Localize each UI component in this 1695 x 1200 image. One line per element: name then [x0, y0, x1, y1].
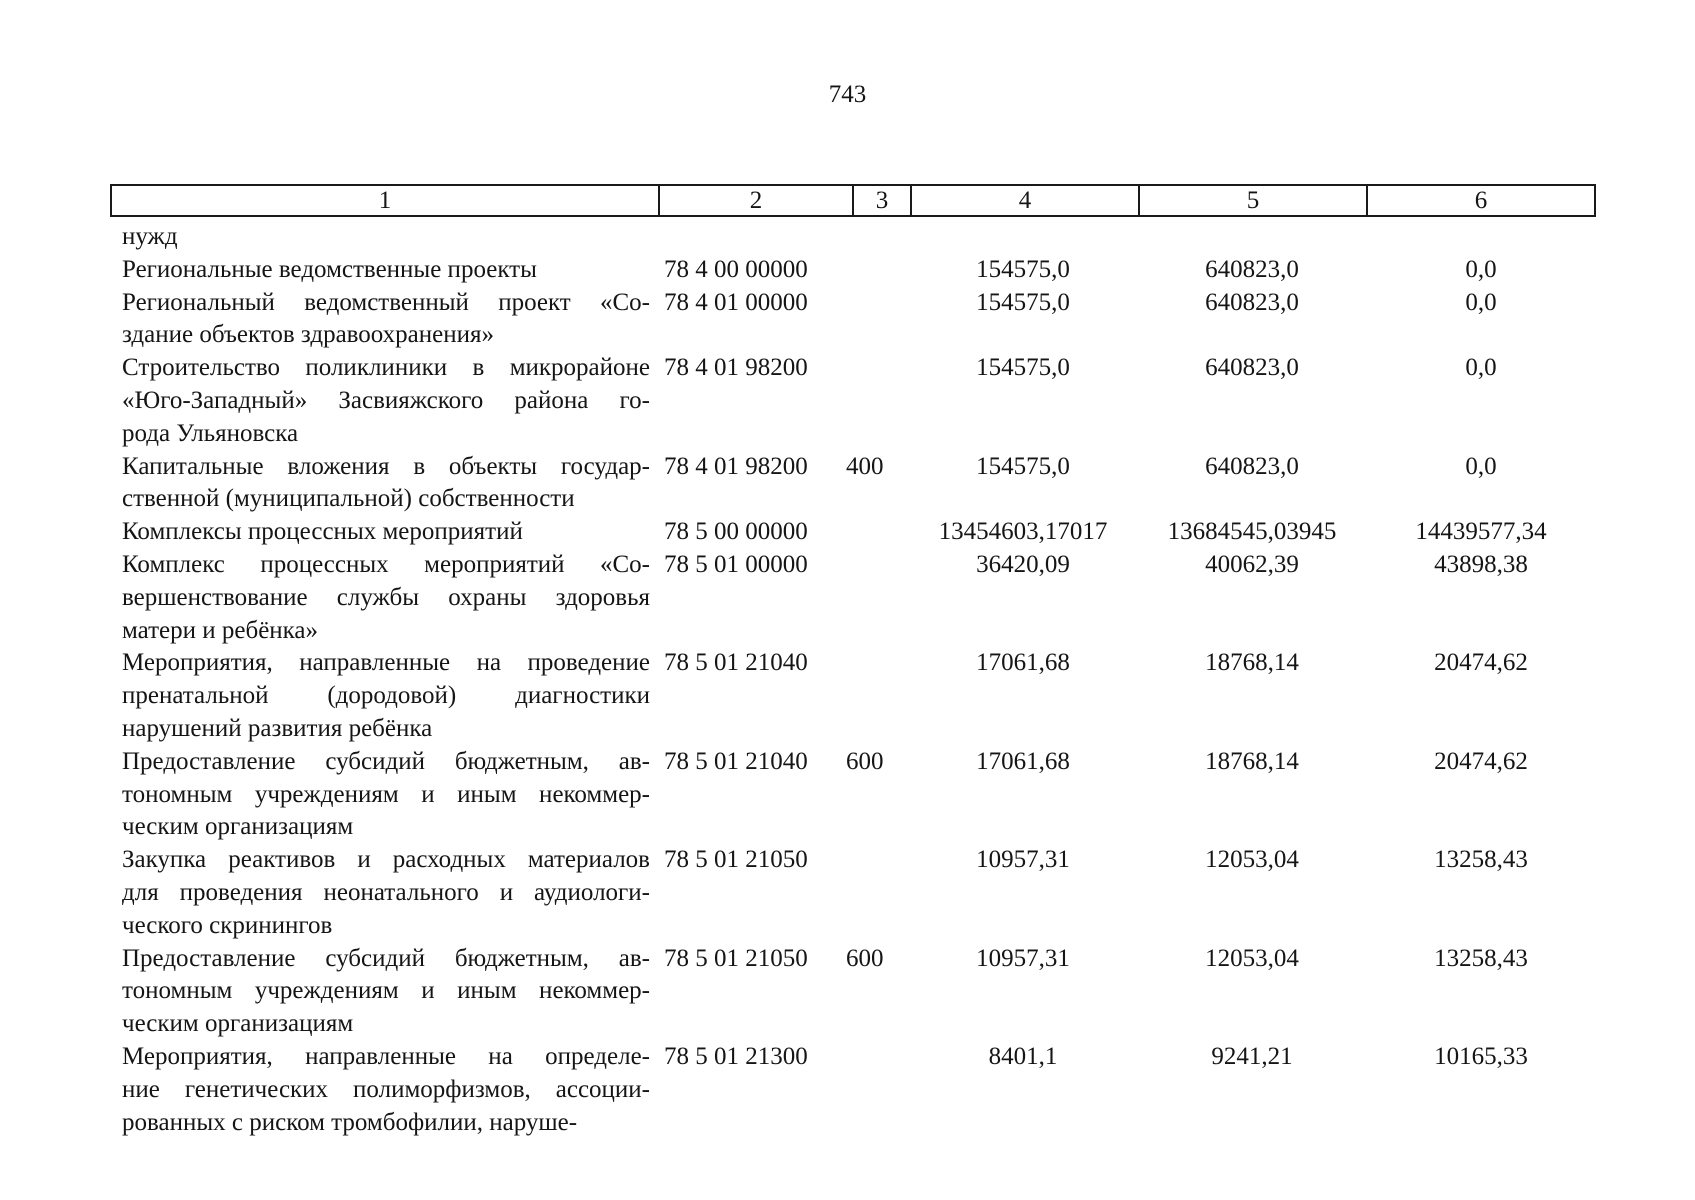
- row-name-line: Региональный ведомственный проект «Со-: [122, 288, 650, 316]
- row-name-cell: [110, 254, 650, 287]
- row-value-col4: 10957,31: [976, 944, 1070, 972]
- row-value-col4: 17061,68: [976, 747, 1070, 775]
- row-value-col4: 17061,68: [976, 649, 1070, 677]
- row-name-line: Закупка реактивов и расходных материалов: [122, 846, 650, 874]
- row-name-cell: [110, 746, 650, 844]
- row-name-line: «Юго-Западный» Засвияжского района го-: [122, 386, 650, 414]
- row-name-line: матери и ребёнка»: [122, 616, 319, 644]
- row-name-line: Капитальные вложения в объекты государ-: [122, 452, 650, 480]
- row-value-col5: 640823,0: [1205, 255, 1299, 283]
- table-row: [110, 352, 1596, 450]
- row-value-col5: 9241,21: [1211, 1042, 1293, 1070]
- column-header-3: 3: [854, 186, 912, 215]
- row-value-col6: 14439577,34: [1415, 518, 1547, 546]
- row-name-cell: [110, 352, 650, 450]
- table-row: [110, 647, 1596, 745]
- row-value-col4: 154575,0: [976, 452, 1070, 480]
- row-code-cell: 78 4 01 98200: [664, 452, 808, 480]
- row-name-cell: [110, 516, 650, 549]
- row-value-col6: 0,0: [1465, 288, 1497, 316]
- row-name-line: Предоставление субсидий бюджетным, ав-: [122, 944, 650, 972]
- column-header-1: 1: [112, 186, 660, 215]
- row-code-cell: 78 5 01 21300: [664, 1042, 808, 1070]
- row-value-col4: 8401,1: [988, 1042, 1058, 1070]
- row-name-line: нарушений развития ребёнка: [122, 714, 433, 742]
- budget-table-body: [110, 221, 1596, 1139]
- row-name-line: нужд: [122, 223, 178, 250]
- row-value-col5: 12053,04: [1205, 846, 1299, 874]
- row-code-cell: 78 5 00 00000: [664, 518, 808, 546]
- row-value-col5: 40062,39: [1205, 550, 1299, 578]
- table-row: [110, 451, 1596, 517]
- row-value-col6: 13258,43: [1434, 846, 1528, 874]
- row-expense-type-cell: 600: [846, 944, 884, 972]
- page-number: 743: [828, 81, 867, 108]
- table-row: [110, 746, 1596, 844]
- row-value-col5: 640823,0: [1205, 354, 1299, 382]
- row-name-line: рода Ульяновска: [122, 419, 299, 447]
- row-code-cell: 78 4 00 00000: [664, 255, 808, 283]
- row-value-col5: 640823,0: [1205, 452, 1299, 480]
- table-row: [110, 221, 1596, 254]
- row-name-line: тономным учреждениям и иным некоммер-: [122, 780, 650, 808]
- row-value-col5: 12053,04: [1205, 944, 1299, 972]
- row-name-cell: [110, 943, 650, 1041]
- table-row: [110, 943, 1596, 1041]
- row-code-cell: 78 4 01 98200: [664, 354, 808, 382]
- row-value-col4: 154575,0: [976, 288, 1070, 316]
- column-header-2: 2: [660, 186, 854, 215]
- row-value-col5: 18768,14: [1205, 649, 1299, 677]
- row-name-line: ческого скринингов: [122, 911, 333, 939]
- row-name-line: Предоставление субсидий бюджетным, ав-: [122, 747, 650, 775]
- column-header-6: 6: [1474, 187, 1488, 214]
- row-name-line: Мероприятия, направленные на проведение: [122, 649, 650, 677]
- column-header-row: [110, 184, 1596, 217]
- row-name-line: Региональные ведомственные проекты: [122, 255, 537, 283]
- row-value-col4: 10957,31: [976, 846, 1070, 874]
- row-name-line: ние генетических полиморфизмов, ассоции-: [122, 1075, 650, 1103]
- row-value-col4: 154575,0: [976, 354, 1070, 382]
- row-value-col4: 13454603,17017: [938, 518, 1108, 546]
- row-name-line: вершенствование службы охраны здоровья: [122, 583, 650, 611]
- row-code-cell: 78 5 01 21040: [664, 747, 808, 775]
- row-name-line: тономным учреждениям и иным некоммер-: [122, 977, 650, 1005]
- row-name-line: Мероприятия, направленные на определе-: [122, 1042, 650, 1070]
- row-name-line: для проведения неонатального и аудиологи-: [122, 878, 650, 906]
- row-code-cell: 78 5 01 21050: [664, 944, 808, 972]
- row-value-col5: 640823,0: [1205, 288, 1299, 316]
- column-header-4: 4: [912, 186, 1140, 215]
- row-name-cell: [110, 844, 650, 942]
- table-row: [110, 549, 1596, 647]
- row-name-line: Строительство поликлиники в микрорайоне: [122, 354, 650, 382]
- row-name-cell: [110, 1041, 650, 1139]
- row-value-col5: 13684545,03945: [1167, 518, 1337, 546]
- table-row: [110, 1041, 1596, 1139]
- table-row: [110, 254, 1596, 287]
- row-code-cell: 78 5 01 21050: [664, 846, 808, 874]
- row-name-line: пренатальной (дородовой) диагностики: [122, 682, 650, 710]
- row-name-line: ственной (муниципальной) собственности: [122, 485, 575, 513]
- row-code-cell: 78 4 01 00000: [664, 288, 808, 316]
- row-name-line: рованных с риском тромбофилии, наруше-: [122, 1108, 578, 1136]
- row-code-cell: 78 5 01 21040: [664, 649, 808, 677]
- row-code-cell: 78 5 01 00000: [664, 550, 808, 578]
- table-row: [110, 516, 1596, 549]
- row-value-col5: 18768,14: [1205, 747, 1299, 775]
- row-name-cell: [110, 287, 650, 353]
- row-value-col6: 0,0: [1465, 354, 1497, 382]
- row-name-cell: [110, 221, 650, 254]
- row-name-line: ческим организациям: [122, 1010, 354, 1038]
- row-value-col6: 10165,33: [1434, 1042, 1528, 1070]
- row-expense-type-cell: 400: [846, 452, 884, 480]
- table-row: [110, 844, 1596, 942]
- table-row: [110, 287, 1596, 353]
- row-name-line: ческим организациям: [122, 813, 354, 841]
- row-value-col6: 20474,62: [1434, 649, 1528, 677]
- row-name-cell: [110, 451, 650, 517]
- row-expense-type-cell: 600: [846, 747, 884, 775]
- row-name-cell: [110, 549, 650, 647]
- row-value-col6: 20474,62: [1434, 747, 1528, 775]
- column-header-5: 5: [1140, 186, 1368, 215]
- row-value-col4: 154575,0: [976, 255, 1070, 283]
- row-name-cell: [110, 647, 650, 745]
- row-value-col6: 13258,43: [1434, 944, 1528, 972]
- row-value-col6: 0,0: [1465, 255, 1497, 283]
- row-name-line: здание объектов здравоохранения»: [122, 321, 495, 349]
- row-value-col6: 0,0: [1465, 452, 1497, 480]
- row-name-line: Комплекс процессных мероприятий «Со-: [122, 550, 650, 578]
- row-value-col4: 36420,09: [976, 550, 1070, 578]
- row-value-col6: 43898,38: [1434, 550, 1528, 578]
- row-name-line: Комплексы процессных мероприятий: [122, 518, 523, 546]
